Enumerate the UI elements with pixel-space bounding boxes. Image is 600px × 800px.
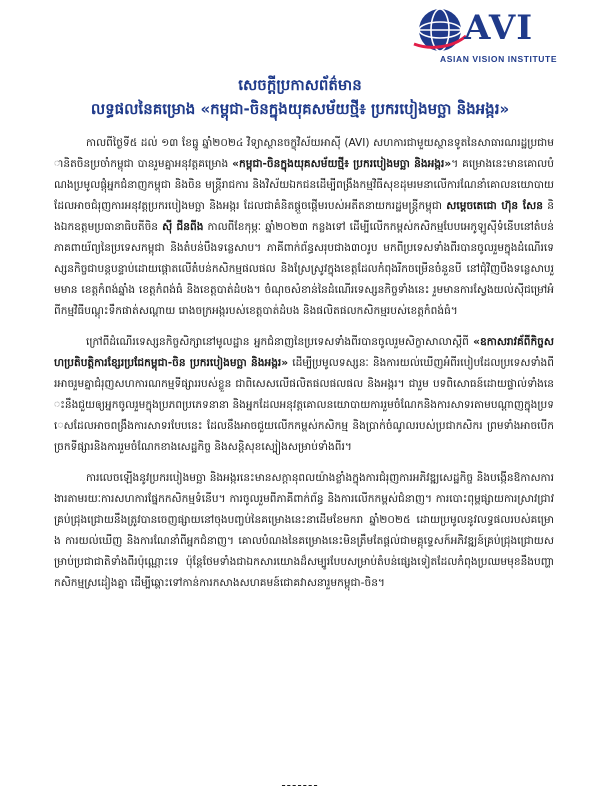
paragraph-2-text-a: ក្រៅពីដំណើរទេស្សនកិច្ចសិក្សានៅមូលដ្ឋាន អ្នកជំនាញនៃប្រទេសទាំងពីរបានចូលរួមសិក្ខាសាលាស្តីពី [86,336,474,348]
paragraph-1-chinese-leader: ស៊ី ជីនពីង [162,221,204,233]
paragraph-3: ការលេចឡើងនូវប្រករបៀងមច្ឆា និងអង្ករនេះមានសក្តានុពលយ៉ាងខ្លាំងក្នុងការជំរុញការអភិវឌ្ឍសេដ្ឋកិច្ច និងបង្កើនឱកាសការងារតាមរយៈការសហការផ្នែកកសិកម្មទំនើប។ ការចូលរួមពីភាគីពាក់ព័ន្ធ និងការលើកកម្ពស់ជំនាញ។ ការបោះពុម្ពផ្សាយការស្រាវជ្រាវគ្រប់ជ្រុងជ្រោយនឹងត្រូវបានចេញផ្សាយនៅចុងបញ្ចប់នៃគម្រោងនេះនាដើមខែមករា ឆ្នាំ២០២៥ ដោយប្រមូលនូវលទ្ធផលរបស់គម្រោង ការយល់ឃើញ និងការណែនាំពីអ្នកជំនាញ។ គោលបំណងនៃគម្រោងនេះមិនត្រឹមតែផ្តល់ជាមគ្គុទ្ទេសក៍អភិវឌ្ឍន៍គ្រប់ជ្រុងជ្រោយសម្រាប់ប្រជាជាតិទាំងពីរប៉ុណ្ណោះទេ ប៉ុន្តែថែមទាំងជាឯកសារយោងដ៏សម្បូរបែបសម្រាប់តំបន់ផ្សេងទៀតដែលកំពុងប្រឈមមុខនឹងបញ្ហាកសិកម្មស្រដៀងគ្នា ដើម្បីឆ្ពោះទៅកាន់ការកសាងសហគមន៍ជោគវាសនារួមកម្ពុជា-ចិន។ [54,472,554,589]
paragraph-2-text-b: ដើម្បីប្រមូលទស្សនៈ និងការយល់ឃើញអំពីរបៀបដែលប្រទេសទាំងពីរអាចរួមគ្នាជំរុញសហការណកម្មទីផ្សាររបស់ខ្លួន ជាពិសេសលើផលិតផលផលផល និងអង្ករ។ ជារួម បទពិសោធន៍ដោយផ្ទាល់ទាំងនេះនឹងជួយឲ្យអ្នកចូលរួមក្នុងប្រភពប្រភេទនានា និងអ្នកដែលអនុវត្តគោលនយោបាយការរួមចំណែកនិងការសាទរតាមបណ្តាញក្នុងប្រទេសដែលអាចពង្រឹងការសាទរបែបនេះ ដែលនឹងអាចជួយលើកកម្ពស់កសិកម្ម និងប្រាក់ចំណូលរបស់ប្រជាកសិករ ព្រមទាំងអាចបើកច្រកទីផ្សារនិងការរួមចំណែកខាងសេដ្ឋកិច្ច និងសន្តិសុខស្បៀងសម្រាប់ទាំងពីរ។ [54,357,554,453]
paragraph-1-text-a: កាលពីថ្ងៃទី៥ ដល់ ១៣ ខែធ្នូ ឆ្នាំ២០២៤ វិទ្យាស្ថានចក្ខុវិស័យអាស៊ី (AVI) សហការជាមួយស្ថានទូតនៃសាធារណរដ្ឋប្រជាមានិតចិនប្រចាំកម្ពុជា បានរួមគ្នាអនុវត្តគម្រោង [54,137,554,170]
paragraph-1-text-c: និងឯកឧត្តមប្រធានាធិបតីចិន [54,200,555,233]
project-results-title: លទ្ធផលនៃគម្រោង «កម្ពុជា-ចិនក្នុងយុគសម័យថ្មី៖ ប្រករបៀងមច្ឆា និងអង្ករ» [90,100,510,118]
paragraph-2 [54,332,554,458]
avi-logo [396,6,558,76]
paragraph-1-text-b: ។ គម្រោងនេះមានគោលបំណងប្រមូលផ្តុំអ្នកជំនាញកម្ពុជា និងចិន មន្ត្រីរាជការ និងវិស័យឯកជនដើម្បីពង្រឹងកម្មវិធីសុខដុមរមនាលើការណែនាំគោលនយោបាយដែលអាចជំរុញការអនុវត្តប្រករបៀងមច្ឆា និងអង្ករ ដែលជាគំនិតផ្តួចផ្តើមរបស់អតីតនាយករដ្ឋមន្ត្រីកម្ពុជា [54,158,554,212]
paragraph-1-cambodian-leader: សម្តេចតេជោ ហ៊ុន សែន [446,200,543,212]
logo-brand-text: AVI [464,8,534,48]
paragraph-2-workshop-name: «ឧកាសរាវគ័ពីកិច្ចសហប្រតិបត្តិការខ្សែរប្រជែកម្ពុជា-ចិន ប្រករបៀងមច្ឆា និងអង្ករ» [54,336,554,369]
logo-subtitle: ASIAN VISION INSTITUTE [440,54,558,64]
paragraph-1-text-d: កាលពីខែកុម្ភៈ ឆ្នាំ២០២៣ កន្លងទៅ ដើម្បីលើកកម្ពស់កសិកម្មបែបអេកូឡូស៊ីទំនើបនៅតំបន់ភាគពាយ័ព្យនៃប្រទេសកម្ពុជា និងតំបន់បឹងទន្លេសាប។ ភាគីពាក់ព័ន្ធសរុបជាង៣០រូប មកពីប្រទេសទាំងពីរបានចូលរួមក្នុងដំណើរទេស្សនកិច្ចជាបន្តបន្ទាប់ដោយផ្តោតលើតំបន់កសិកម្មផលផល និងស្រែស្រូវក្នុងខេត្តដែលកំពុងរីកចម្រើនចំនួនបី នៅជុំវិញបឹងទន្លេសាបរួមមាន ខេត្តកំពង់ឆ្នាំង ខេត្តកំពង់ធំ និងខេត្តបាត់ដំបង។ ចំណុចសំខាន់នៃដំណើរទេស្សនកិច្ចទាំងនេះ រួមមានការស្វែងយល់ស៊ីជម្រៅអំពីកម្មវិធីបណ្តុះទឹកផាត់សណ្តាយ រោងចក្រអង្ករបស់ខេត្តបាត់ដំបង និងផលិតផលកសិកម្មរបស់ខេត្តកំពង់ធំ។ [54,221,554,317]
press-release-title: សេចក្ដីប្រកាសព័ត៌មាន [238,76,362,94]
paragraph-1 [54,133,554,322]
press-release-body [54,133,554,604]
end-separator: ------- [281,778,319,792]
paragraph-1-project-name: «កម្ពុជា-ចិនក្នុងយុគសម័យថ្មី៖ ប្រករបៀងមច្ឆា និងអង្ករ» [232,158,452,170]
